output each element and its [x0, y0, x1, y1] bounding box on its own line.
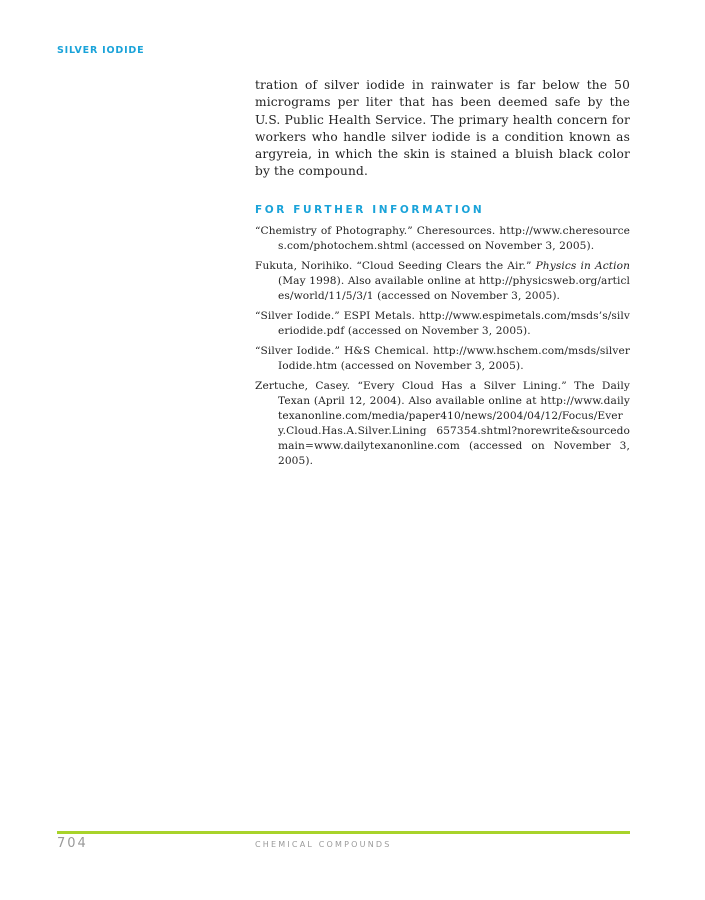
page-number: 704 — [57, 836, 88, 851]
reference-item — [255, 224, 630, 254]
reference-item — [255, 309, 630, 339]
body-paragraph: tration of silver iodide in rainwater is far below the 50 micrograms per liter that has been deemed safe by the U.S. Public Health Service. The primary health concern for workers who handle silver iodide is a condition known as argyreia, in which the skin is stained a bluish black color by the compound. — [255, 78, 630, 179]
reference-lead: “Silver Iodide.” ESPI Metals. — [255, 310, 416, 322]
footer-book-title: CHEMICAL COMPOUNDS — [255, 840, 392, 849]
reference-url[interactable]: http://www.dailytexanonline.com/media/paper410/news/2004/04/12/Focus/Every.Cloud.Has.A.Silver.Lining 657354.shtml?norewrite&sourcedomain=www.dailytexanonline.com — [278, 395, 631, 452]
reference-item — [255, 379, 630, 469]
reference-access-date: (accessed on November 3, 2005). — [347, 325, 531, 337]
reference-lead: “Silver Iodide.” H&S Chemical. — [255, 345, 429, 357]
reference-publication-title: Physics in Action — [535, 260, 630, 272]
reference-lead: “Chemistry of Photography.” Cheresources. — [255, 225, 496, 237]
reference-publication-details: (May 1998). Also available online at — [278, 275, 476, 287]
section-heading: FOR FURTHER INFORMATION — [255, 204, 485, 216]
reference-item — [255, 259, 630, 304]
reference-url[interactable]: http://www.cheresources.com/photochem.shtml — [278, 225, 630, 252]
reference-access-date: (accessed on November 3, 2005). — [278, 440, 630, 467]
reference-item — [255, 344, 630, 374]
reference-lead: Fukuta, Norihiko. “Cloud Seeding Clears the Air.” — [255, 260, 532, 272]
reference-url[interactable]: http://www.hschem.com/msds/silverIodide.htm — [278, 345, 631, 372]
reference-url[interactable]: http://physicsweb.org/articles/world/11/5/3/1 — [278, 275, 630, 302]
footer-rule — [57, 831, 630, 834]
reference-access-date: (accessed on November 3, 2005). — [377, 290, 561, 302]
reference-access-date: (accessed on November 3, 2005). — [411, 240, 595, 252]
reference-list — [255, 224, 630, 474]
reference-url[interactable]: http://www.espimetals.com/msds’s/silveriodide.pdf — [278, 310, 630, 337]
reference-lead: Zertuche, Casey. “Every Cloud Has a Silver Lining.” The Daily Texan (April 12, 2004). Also available online at — [255, 380, 630, 407]
reference-access-date: (accessed on November 3, 2005). — [340, 360, 524, 372]
running-head: SILVER IODIDE — [57, 45, 145, 56]
